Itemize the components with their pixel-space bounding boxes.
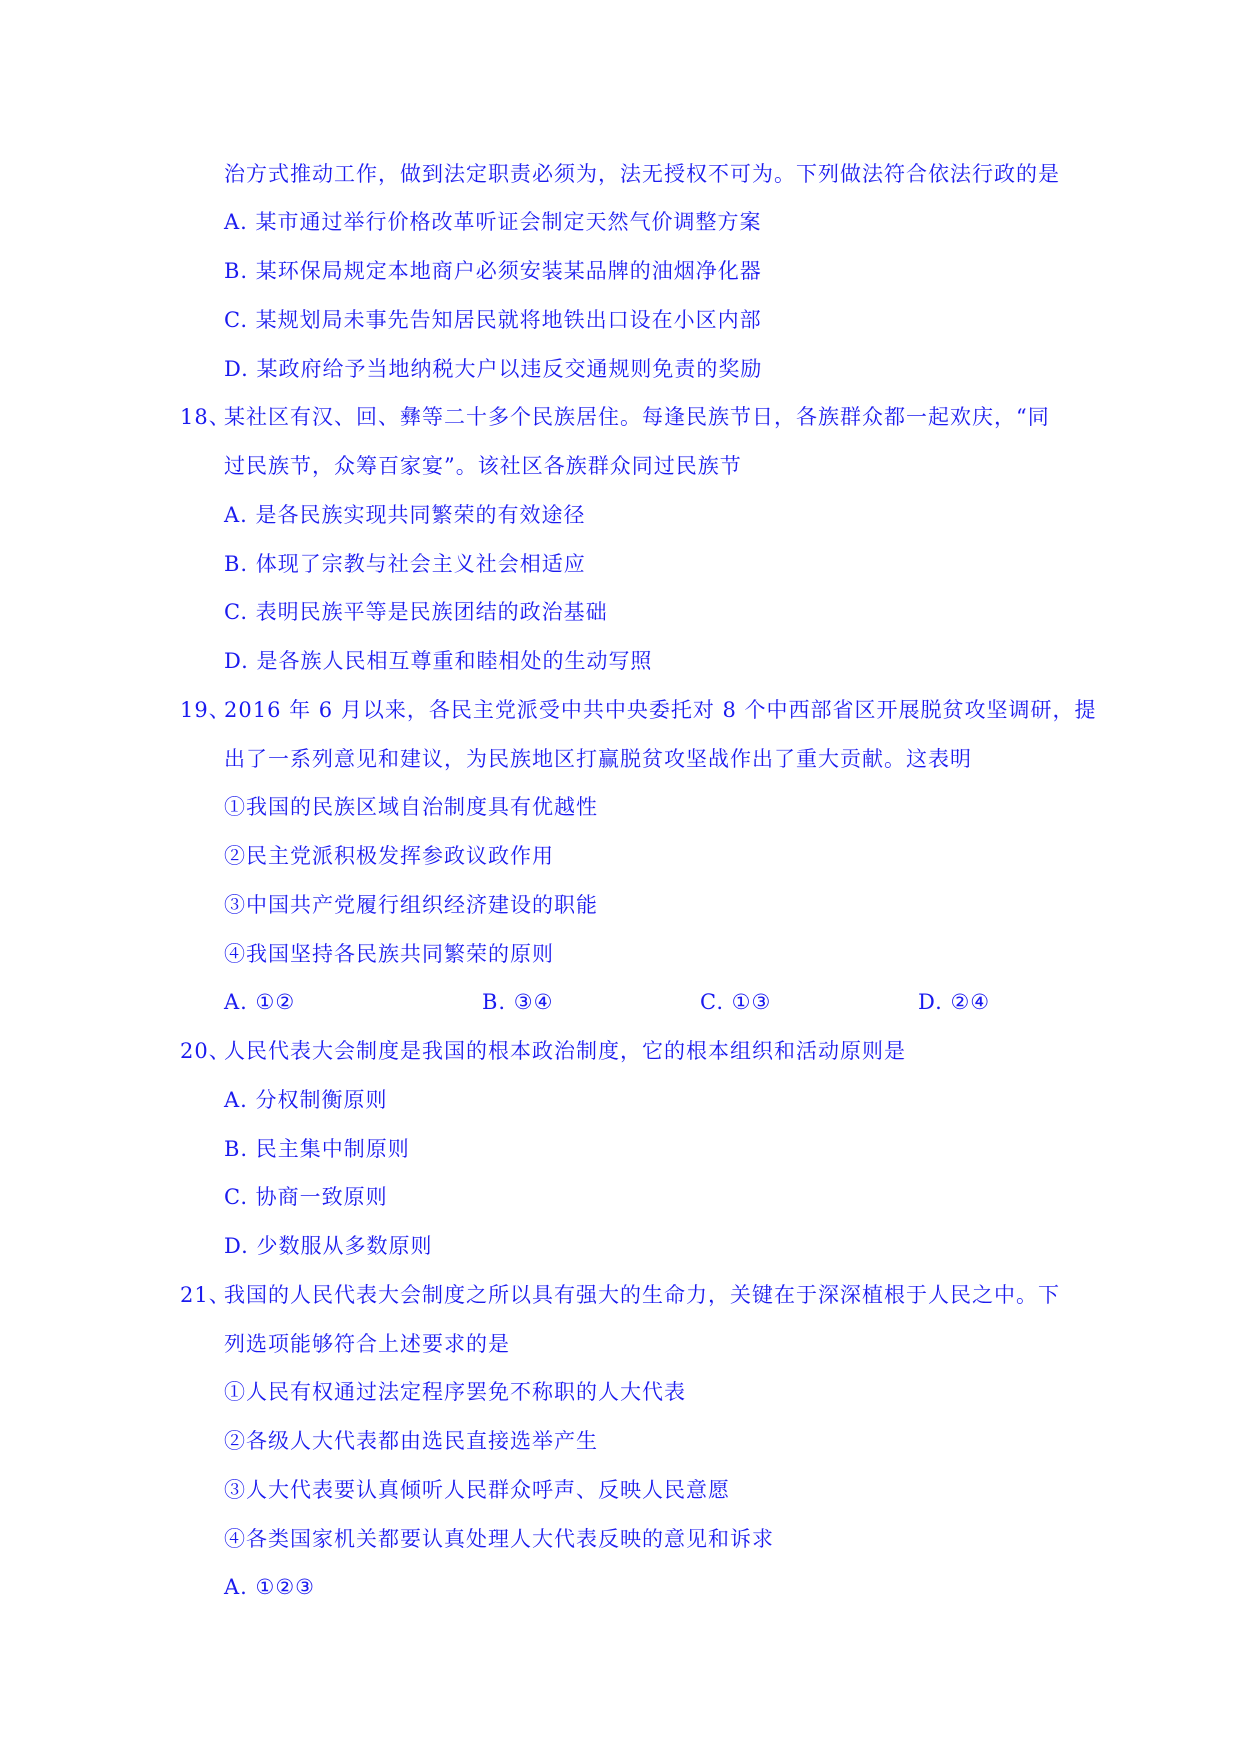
- q21-stem-line1: 我国的人民代表大会制度之所以具有强大的生命力，关键在于深深植根于人民之中。下: [224, 1283, 1060, 1307]
- q19-choice-d: D. ②④: [918, 990, 991, 1014]
- q19-stem-line2: 出了一系列意见和建议，为民族地区打赢脱贫攻坚战作出了重大贡献。这表明: [224, 747, 972, 771]
- q20-stem: 人民代表大会制度是我国的根本政治制度，它的根本组织和活动原则是: [224, 1039, 906, 1063]
- q18-option-a: A. 是各民族实现共同繁荣的有效途径: [224, 503, 586, 527]
- q19-choice-b: B. ③④: [482, 990, 554, 1014]
- q21-statement-3: ③人大代表要认真倾听人民群众呼声、反映人民意愿: [224, 1478, 730, 1502]
- q19-choice-a: A. ①②: [224, 990, 296, 1014]
- q21-statement-2: ②各级人大代表都由选民直接选举产生: [224, 1429, 598, 1453]
- q21-choice-a: A. ①②③: [224, 1575, 315, 1599]
- q19-statement-3: ③中国共产党履行组织经济建设的职能: [224, 893, 598, 917]
- q18-stem-line2: 过民族节，众筹百家宴”。该社区各族群众同过民族节: [224, 454, 742, 478]
- q19-statement-2: ②民主党派积极发挥参政议政作用: [224, 844, 554, 868]
- q21-number: 21、: [180, 1283, 231, 1307]
- q21-statement-1: ①人民有权通过法定程序罢免不称职的人大代表: [224, 1380, 686, 1404]
- q17-option-b: B. 某环保局规定本地商户必须安装某品牌的油烟净化器: [224, 259, 762, 283]
- q19-choice-c: C. ①③: [700, 990, 772, 1014]
- q19-stem-line1: 2016 年 6 月以来，各民主党派受中共中央委托对 8 个中西部省区开展脱贫攻坚调研，提: [224, 698, 1097, 722]
- q18-stem-line1: 某社区有汉、回、彝等二十多个民族居住。每逢民族节日，各族群众都一起欢庆，“同: [224, 405, 1050, 429]
- q20-option-c: C. 协商一致原则: [224, 1185, 388, 1209]
- q18-option-c: C. 表明民族平等是民族团结的政治基础: [224, 600, 608, 624]
- q17-stem-continued: 治方式推动工作，做到法定职责必须为，法无授权不可为。下列做法符合依法行政的是: [224, 162, 1060, 186]
- q18-option-b: B. 体现了宗教与社会主义社会相适应: [224, 552, 586, 576]
- q21-statement-4: ④各类国家机关都要认真处理人大代表反映的意见和诉求: [224, 1527, 774, 1551]
- q17-option-a: A. 某市通过举行价格改革听证会制定天然气价调整方案: [224, 210, 762, 234]
- q18-number: 18、: [180, 405, 231, 429]
- q17-option-d: D. 某政府给予当地纳税大户以违反交通规则免责的奖励: [224, 357, 763, 381]
- q19-statement-4: ④我国坚持各民族共同繁荣的原则: [224, 942, 554, 966]
- q20-option-b: B. 民主集中制原则: [224, 1137, 410, 1161]
- q19-number: 19、: [180, 698, 231, 722]
- q17-option-c: C. 某规划局未事先告知居民就将地铁出口设在小区内部: [224, 308, 762, 332]
- q18-option-d: D. 是各族人民相互尊重和睦相处的生动写照: [224, 649, 653, 673]
- q20-option-d: D. 少数服从多数原则: [224, 1234, 433, 1258]
- q21-stem-line2: 列选项能够符合上述要求的是: [224, 1332, 510, 1356]
- q20-option-a: A. 分权制衡原则: [224, 1088, 388, 1112]
- q20-number: 20、: [180, 1039, 231, 1063]
- q19-statement-1: ①我国的民族区域自治制度具有优越性: [224, 795, 598, 819]
